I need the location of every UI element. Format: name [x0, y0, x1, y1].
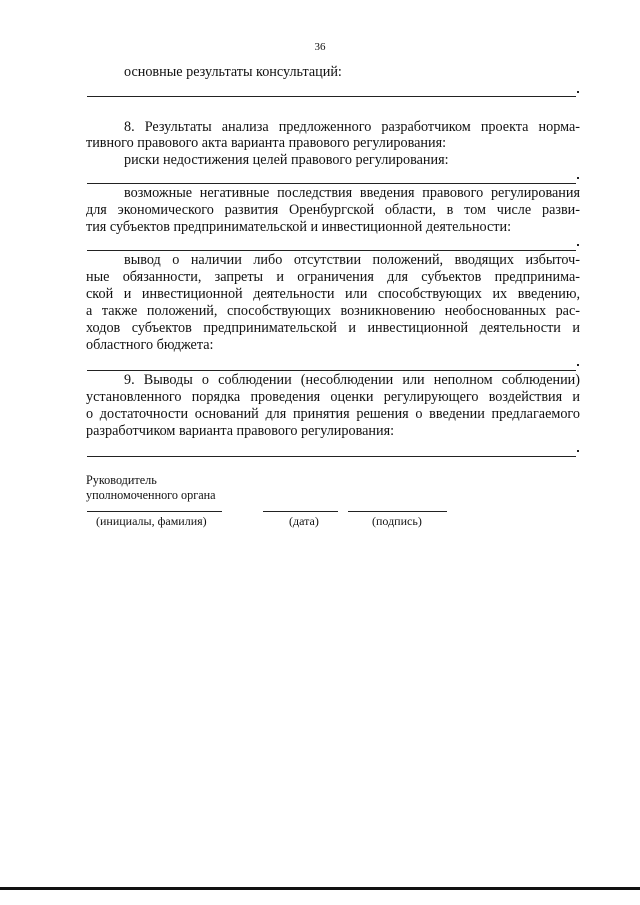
section8-line-1: 8. Результаты анализа предложенного разработчиком проекта норма-: [124, 119, 580, 135]
scan-bottom-edge: [0, 887, 640, 890]
answer-line-consultations: [87, 96, 576, 97]
negative-line-1: возможные негативные последствия введения правового регулирования: [124, 185, 580, 201]
answer-line-risks: [87, 183, 576, 184]
name-caption: (инициалы, фамилия): [96, 514, 207, 528]
sign-signature-line: [348, 511, 447, 512]
conclusion-line-3: ской и инвестиционной деятельности или способствующих их введению,: [86, 286, 580, 302]
consultations-label: основные результаты консультаций:: [124, 64, 342, 80]
answer-line-end-dot: [577, 244, 579, 246]
signatory-title-line-1: Руководитель: [86, 473, 157, 487]
conclusion-line-2: ные обязанности, запреты и ограничения для субъектов предпринима-: [86, 269, 580, 285]
sign-caption: (подпись): [372, 514, 422, 528]
answer-line-end-dot: [577, 177, 579, 179]
conclusion-line-1: вывод о наличии либо отсутствии положений, вводящих избыточ-: [124, 252, 580, 268]
conclusion-line-4: а также положений, способствующих возникновению необоснованных рас-: [86, 303, 580, 319]
negative-line-3: тия субъектов предпринимательской и инвестиционной деятельности:: [86, 219, 512, 235]
conclusion-line-6: областного бюджета:: [86, 337, 214, 353]
section9-line-2: установленного порядка проведения оценки регулирующего воздействия и: [86, 389, 580, 405]
date-signature-line: [263, 511, 338, 512]
date-caption: (дата): [289, 514, 319, 528]
section8-line-2: тивного правового акта варианта правового регулирования:: [86, 135, 447, 151]
answer-line-end-dot: [577, 364, 579, 366]
page-number: 36: [314, 41, 326, 53]
section9-line-3: о достаточности оснований для принятия решения о введении предлагаемого: [86, 406, 580, 422]
name-signature-line: [87, 511, 222, 512]
risks-label: риски недостижения целей правового регулирования:: [124, 152, 449, 168]
conclusion-line-5: ходов субъектов предпринимательской и инвестиционной деятельности и: [86, 320, 580, 336]
negative-line-2: для экономического развития Оренбургской области, в том числе разви-: [86, 202, 580, 218]
signatory-title-line-2: уполномоченного органа: [86, 488, 216, 502]
answer-line-section9: [87, 456, 576, 457]
section9-line-1: 9. Выводы о соблюдении (несоблюдении или неполном соблюдении): [124, 372, 580, 388]
answer-line-conclusion: [87, 370, 576, 371]
section9-line-4: разработчиком варианта правового регулирования:: [86, 423, 395, 439]
answer-line-end-dot: [577, 450, 579, 452]
answer-line-negative: [87, 250, 576, 251]
answer-line-end-dot: [577, 91, 579, 93]
